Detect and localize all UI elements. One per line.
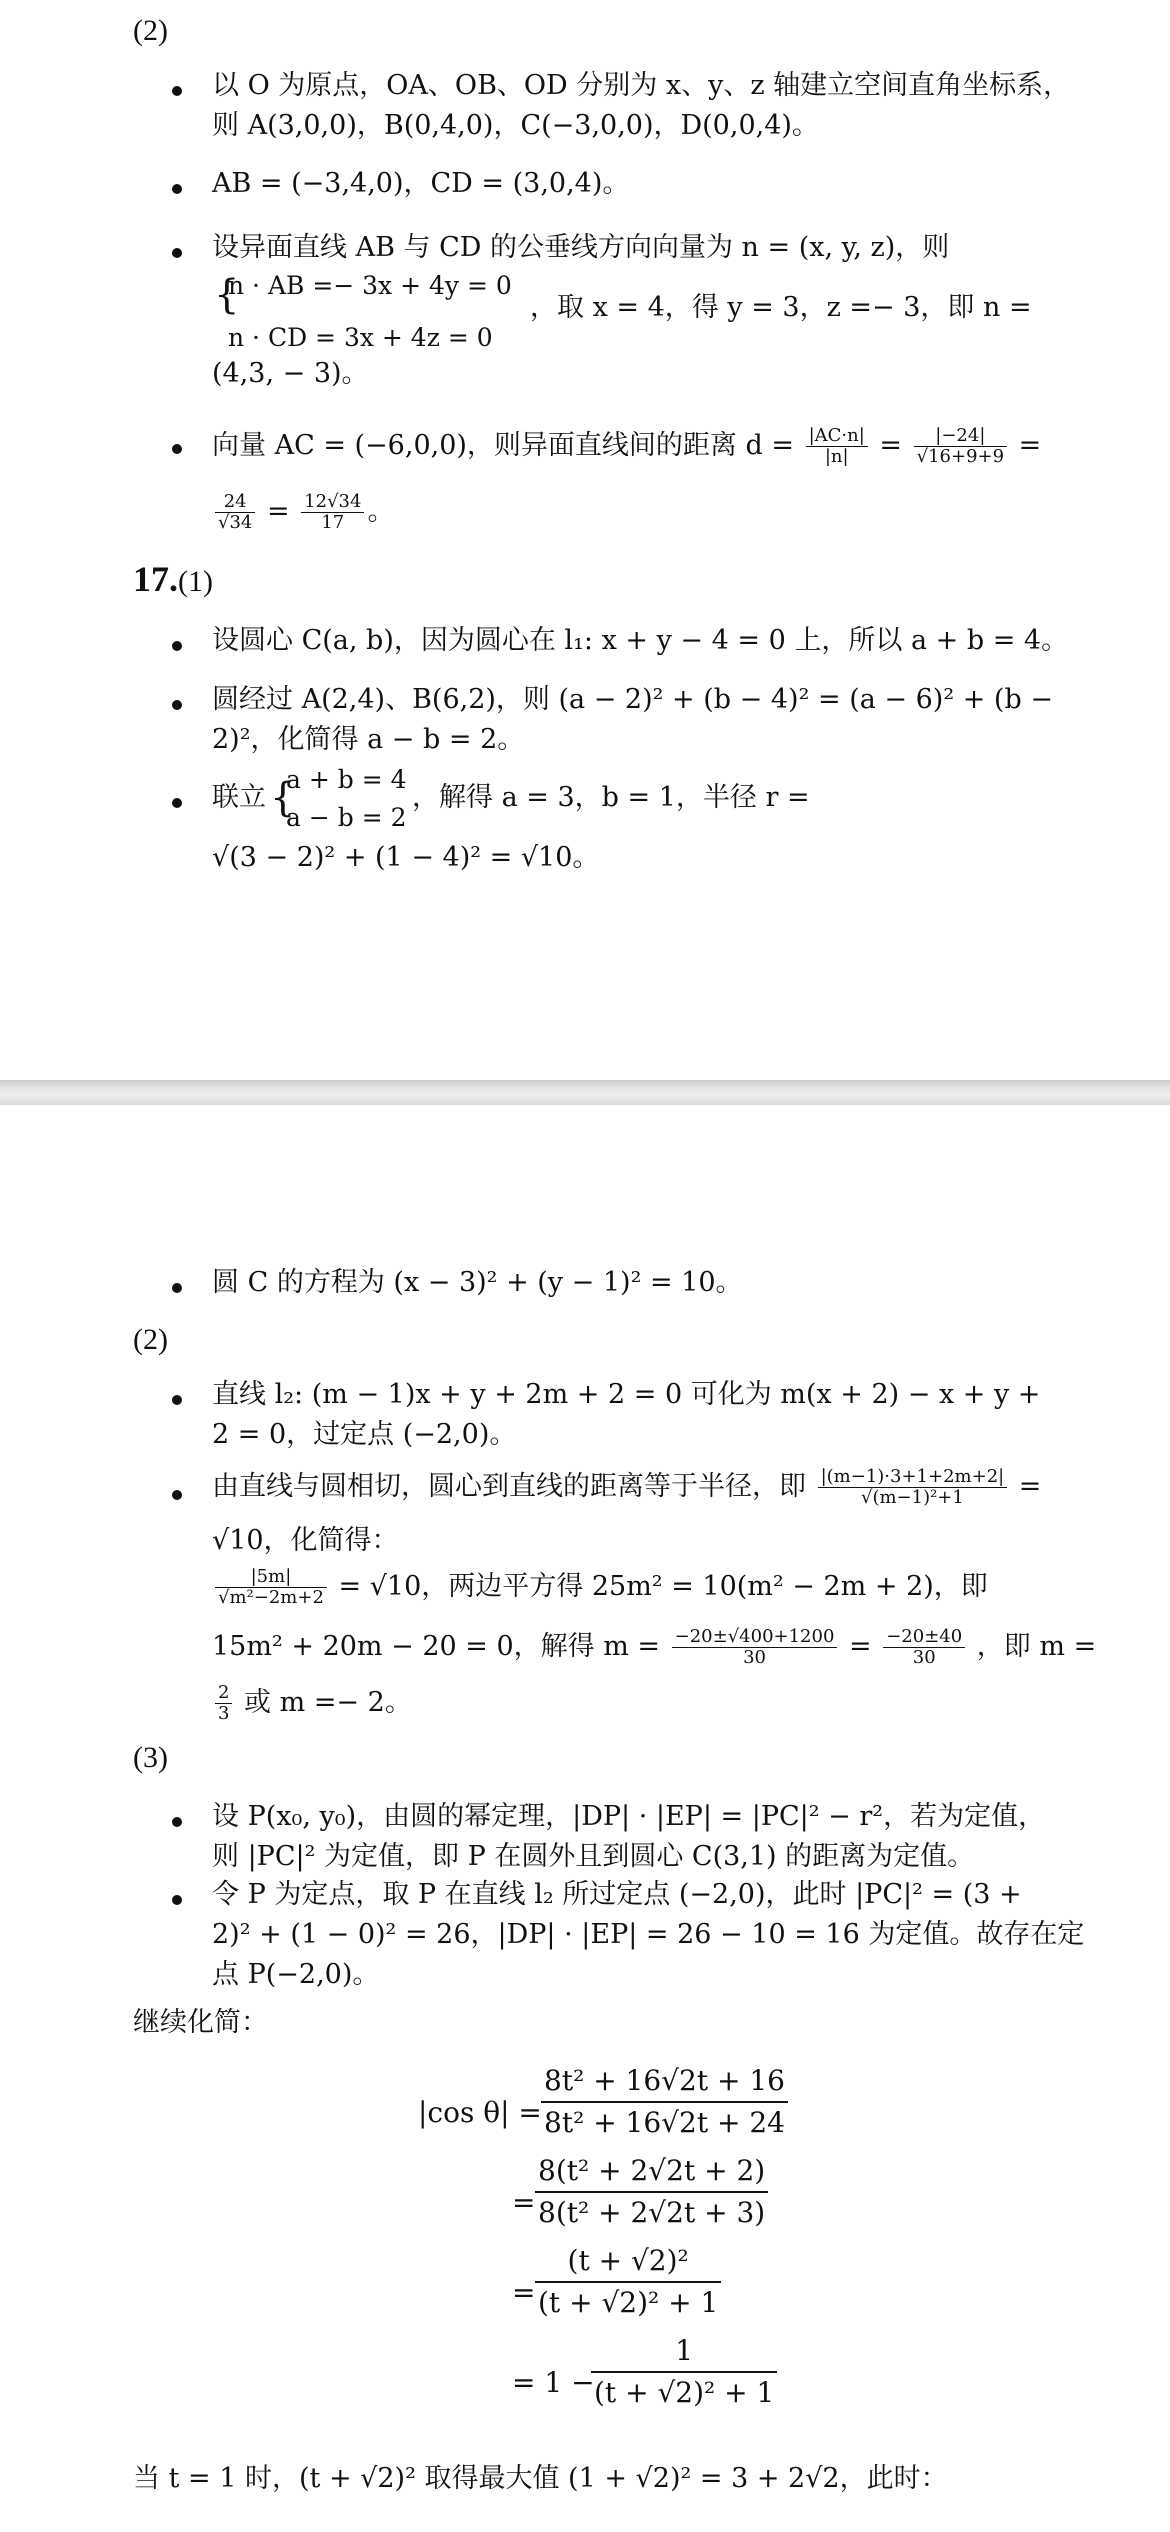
distance-fraction-4 <box>301 492 364 533</box>
question-number: 17. <box>133 559 178 599</box>
fraction-denominator: √34 <box>218 512 253 533</box>
bullet <box>172 1895 182 1905</box>
simplify-label: √10，化简得： <box>212 1525 399 1556</box>
distance-result: $\frac{24}{√34}$ = $\frac{12√34}{17}$ 。 <box>212 492 394 533</box>
fixed-point-text-2: 2)² + (1 − 0)² = 26，|DP| · |EP| = 26 − 10 = 16 为定值。故存在定 <box>212 1919 1085 1950</box>
fraction-numerator: 12√34 <box>301 492 364 513</box>
simultaneous-eq-2: a − b = 2 <box>286 803 407 832</box>
fraction-numerator: |−24| <box>914 426 1007 447</box>
normal-vector-intro: 设异面直线 AB 与 CD 的公垂线方向向量为 n = (x, y, z)，则 <box>212 232 950 263</box>
fraction-numerator: |AC·n| <box>806 426 868 447</box>
bullet <box>172 1490 182 1500</box>
distance-fraction-2 <box>914 426 1007 467</box>
m-values <box>212 1683 412 1724</box>
simultaneous-solution: ，解得 a = 3，b = 1，半径 r = <box>412 782 810 813</box>
fraction-numerator: (t + √2)² <box>535 2241 721 2283</box>
distance-fraction-1 <box>806 426 868 467</box>
m-values-text: 或 m =− 2。 <box>244 1687 412 1718</box>
fraction-numerator: −20±√400+1200 <box>672 1627 838 1648</box>
fraction-denominator: 8t² + 16√2t + 24 <box>544 2106 785 2139</box>
vectors-ab-cd-text: AB = (−3,4,0)，CD = (3,0,4)。 <box>212 168 630 199</box>
step-1-fraction <box>541 2061 788 2143</box>
step-4-prefix: = 1 − <box>512 2366 595 2399</box>
quadratic-fraction-1 <box>672 1627 838 1668</box>
distance-text: 向量 AC = (−6,0,0)，则异面直线间的距离 d = <box>212 430 794 461</box>
step-2-fraction <box>535 2151 768 2233</box>
fraction-numerator: 8t² + 16√2t + 16 <box>541 2061 788 2103</box>
fraction-numerator: 24 <box>215 492 255 513</box>
simultaneous-eq-1: a + b = 4 <box>286 765 407 794</box>
bullet <box>172 248 182 258</box>
continue-simplify-label: 继续化简： <box>133 2007 268 2038</box>
question-part: (1) <box>178 565 213 598</box>
question-17-label <box>133 558 213 600</box>
system-brace: { <box>270 775 296 821</box>
distance-fraction <box>818 1467 1008 1508</box>
equals-sign: = <box>512 2276 536 2309</box>
step-3-fraction <box>535 2241 721 2323</box>
pc-constant-text: 则 |PC|² 为定值，即 P 在圆外且到圆心 C(3,1) 的距离为定值。 <box>212 1841 975 1872</box>
cos-theta-step-1 <box>538 2061 791 2143</box>
line-l2-text: 直线 l₂: (m − 1)x + y + 2m + 2 = 0 可化为 m(x + 2) − x + y + <box>212 1379 1041 1410</box>
fraction-denominator: 17 <box>321 512 345 533</box>
system-solution-text: ，取 x = 4，得 y = 3，z =− 3，即 n = <box>530 292 1032 323</box>
fraction-denominator: (t + √2)² + 1 <box>538 2286 719 2319</box>
system-brace: { <box>214 272 240 318</box>
fraction-denominator: 30 <box>912 1647 936 1668</box>
cos-theta-step-2 <box>532 2151 771 2233</box>
bullet <box>172 444 182 454</box>
quadratic-text: 15m² + 20m − 20 = 0，解得 m = <box>212 1631 661 1662</box>
cos-theta-lhs: |cos θ| = <box>418 2096 542 2129</box>
system-equation-2: n · CD = 3x + 4z = 0 <box>228 323 493 352</box>
distance-fraction-3 <box>215 492 255 533</box>
bullet <box>172 1395 182 1405</box>
equals-sign: = <box>512 2186 536 2219</box>
circle-through-points-text: 圆经过 A(2,4)、B(6,2)，则 (a − 2)² + (b − 4)² = (a − 6)² + (b − <box>212 684 1053 715</box>
bullet <box>172 700 182 710</box>
fraction-denominator: √m²−2m+2 <box>218 1587 324 1608</box>
quadratic-result-text: ，即 m = <box>976 1631 1097 1662</box>
fraction-denominator: 3 <box>218 1703 230 1724</box>
tangent-condition: 由直线与圆相切，圆心到直线的距离等于半径，即 $\frac{|(m-1)\cdot 3+1+2m+2|}{\text{√(m−1)²+1}}$ = <box>212 1466 1042 1508</box>
fraction-numerator: |5m| <box>215 1567 327 1588</box>
fraction-denominator: 30 <box>743 1647 766 1668</box>
fixed-point-text-1: 令 P 为定点，取 P 在直线 l₂ 所过定点 (−2,0)，此时 |PC|² = (3 + <box>212 1879 1022 1910</box>
fraction-denominator: √(m−1)²+1 <box>860 1487 964 1508</box>
part-3-label: (3) <box>133 1741 168 1774</box>
quadratic-solution: 15m² + 20m − 20 = 0，解得 m = $\frac{-20\pm√400+1200}{30}$ = $\frac{-20\pm 40}{30}$ ，即 m = <box>212 1626 1097 1668</box>
maximum-value-text: 当 t = 1 时，(t + √2)² 取得最大值 (1 + √2)² = 3 + 2√2，此时： <box>133 2463 948 2494</box>
coord-points-text: 则 A(3,0,0)，B(0,4,0)，C(−3,0,0)，D(0,0,4)。 <box>212 110 819 141</box>
page-separator <box>0 1080 1170 1105</box>
fraction-denominator: 8(t² + 2√2t + 3) <box>538 2196 766 2229</box>
bullet <box>172 1283 182 1293</box>
quadratic-fraction-2 <box>883 1627 965 1668</box>
circle-center-text: 设圆心 C(a, b)，因为圆心在 l₁: x + y − 4 = 0 上，所以 a + b = 4。 <box>212 625 1069 656</box>
part-2-label: (2) <box>133 14 168 47</box>
part-2-label: (2) <box>133 1323 168 1356</box>
circle-equation-text: 圆 C 的方程为 (x − 3)² + (y − 1)² = 10。 <box>212 1267 743 1298</box>
fraction-numerator: 8(t² + 2√2t + 2) <box>535 2151 768 2193</box>
fraction-numerator: 1 <box>591 2331 777 2373</box>
bullet <box>172 86 182 96</box>
simultaneous-intro: 联立 <box>212 782 266 813</box>
bullet <box>172 1817 182 1827</box>
radius-result: √(3 − 2)² + (1 − 4)² = √10。 <box>212 842 600 873</box>
fixed-point-text-3: 点 P(−2,0)。 <box>212 1959 380 1990</box>
squared-equation <box>212 1567 988 1608</box>
cos-theta-step-3 <box>532 2241 724 2323</box>
line-fixed-point-text: 2 = 0，过定点 (−2,0)。 <box>212 1419 517 1450</box>
tangent-text: 由直线与圆相切，圆心到直线的距离等于半径，即 <box>212 1471 806 1502</box>
fraction-denominator: |n| <box>824 446 849 467</box>
fraction-numerator: |(m−1)·3+1+2m+2| <box>818 1467 1008 1488</box>
fraction-numerator: −20±40 <box>883 1627 965 1648</box>
circle-simplify-text: 2)²，化简得 a − b = 2。 <box>212 724 525 755</box>
squared-equation-text: = √10，两边平方得 25m² = 10(m² − 2m + 2)，即 <box>338 1571 988 1602</box>
fraction-denominator: (t + √2)² + 1 <box>594 2376 775 2409</box>
two-thirds-fraction <box>215 1683 232 1724</box>
fraction-denominator: √16+9+9 <box>916 446 1005 467</box>
abs-5m-fraction <box>215 1567 327 1608</box>
power-theorem-text: 设 P(x₀, y₀)，由圆的幂定理，|DP| · |EP| = |PC|² − r²，若为定值， <box>212 1801 1046 1832</box>
system-equation-1: n · AB =− 3x + 4y = 0 <box>228 271 512 300</box>
document-page-2 <box>0 1105 1170 2532</box>
bullet <box>172 798 182 808</box>
step-4-fraction <box>591 2331 777 2413</box>
bullet <box>172 184 182 194</box>
document-page-1 <box>0 0 1170 1080</box>
cos-theta-step-4 <box>588 2331 780 2413</box>
fraction-numerator: 2 <box>215 1683 232 1704</box>
normal-vector-result: (4,3, − 3)。 <box>212 358 369 389</box>
coord-system-text: 以 O 为原点，OA、OB、OD 分别为 x、y、z 轴建立空间直角坐标系， <box>212 70 1071 101</box>
distance-formula: 向量 AC = (−6,0,0)，则异面直线间的距离 d = $\frac{|AC\cdot n|}{|n|}$ = $\frac{|-24|}{√16+9+9}$ = <box>212 425 1042 467</box>
bullet <box>172 641 182 651</box>
